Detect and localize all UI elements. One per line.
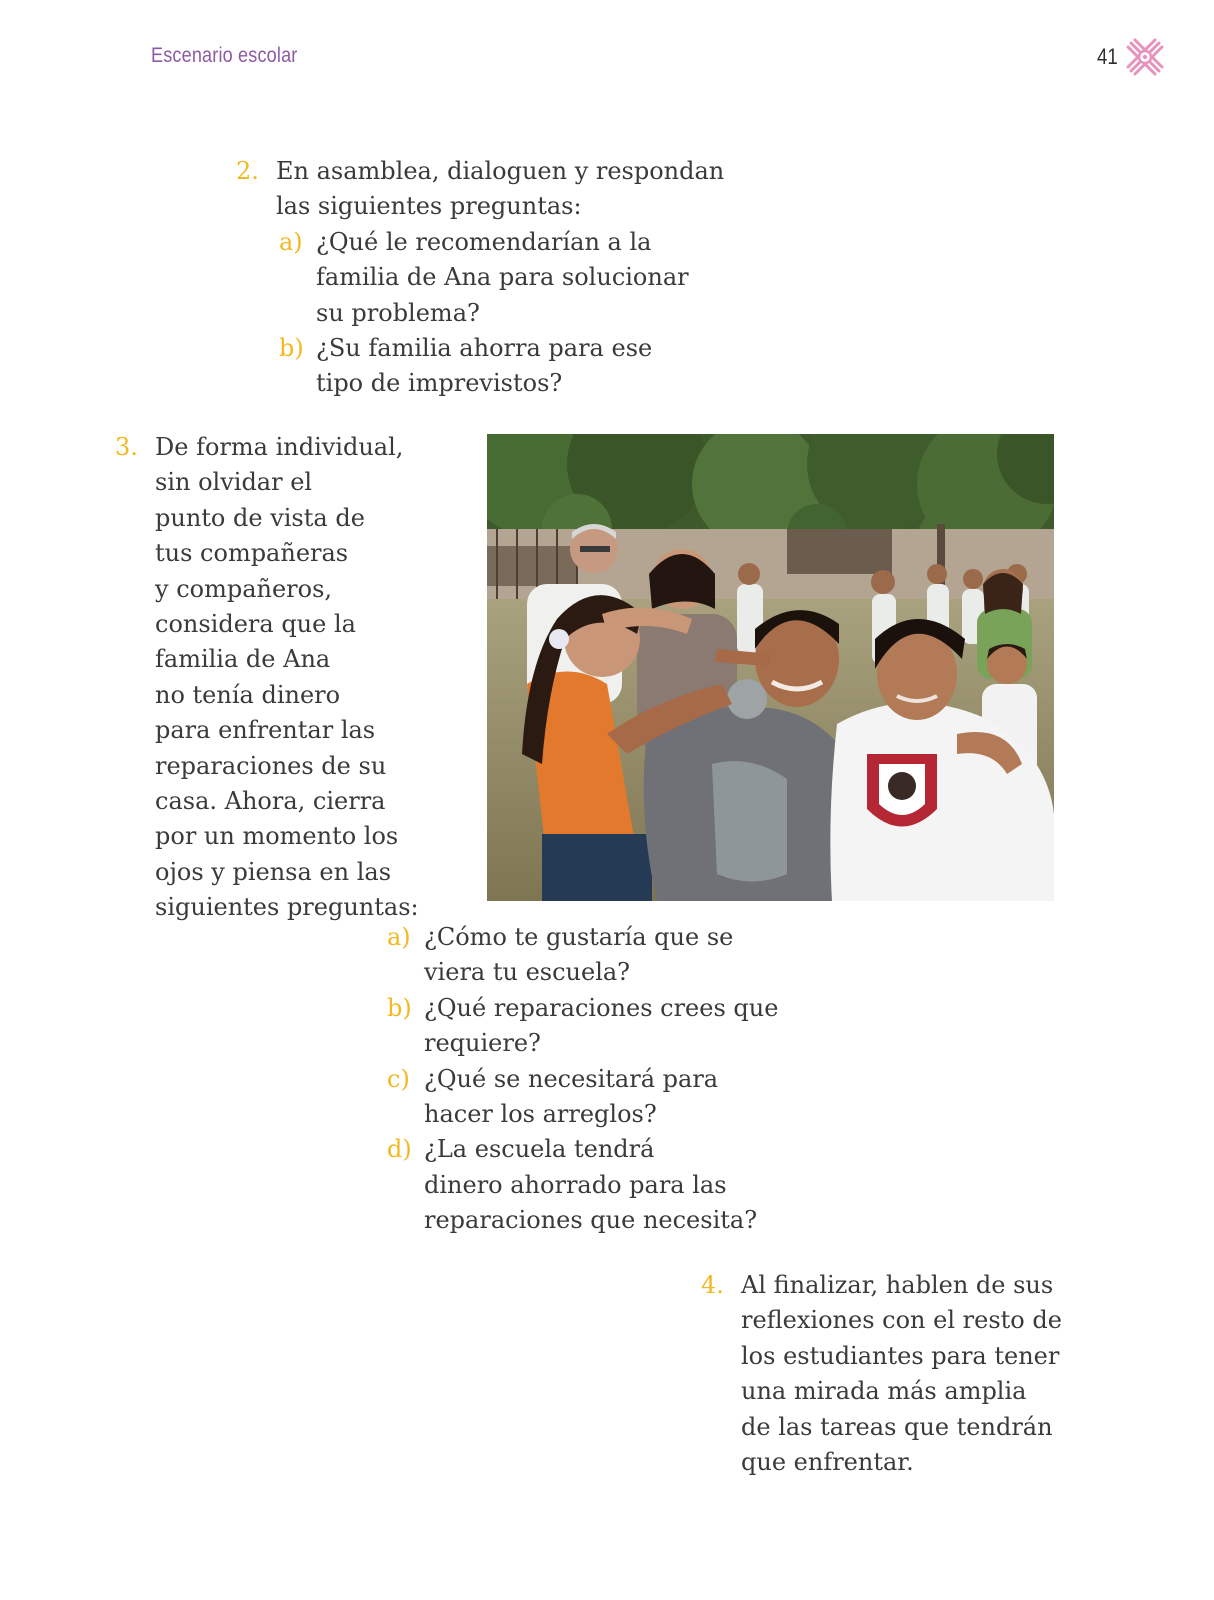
question-label: d) <box>387 1135 412 1164</box>
question-label: a) <box>387 923 411 951</box>
item-3-line: ojos y piensa en las <box>155 857 392 886</box>
page-number: 41 <box>1097 44 1118 69</box>
item-3-question-a <box>387 920 778 991</box>
item-3-line: siguientes preguntas: <box>155 893 419 922</box>
item-4-line: que enfrentar. <box>741 1448 914 1477</box>
question-label: b) <box>279 334 304 363</box>
item-3-line: por un momento los <box>155 822 399 851</box>
question-line: reparaciones que necesita? <box>424 1206 758 1235</box>
question-line: ¿La escuela tendrá <box>424 1135 655 1164</box>
item-2-question-a <box>279 225 764 331</box>
item-3 <box>115 430 419 926</box>
question-line: dinero ahorrado para las <box>424 1170 727 1199</box>
item-2-line: las siguientes preguntas: <box>276 192 582 221</box>
item-4-line: una mirada más amplia <box>741 1377 1027 1406</box>
item-4-line: Al finalizar, hablen de sus <box>741 1271 1054 1299</box>
item-3-questions <box>387 920 779 1239</box>
item-3-number: 3. <box>115 433 138 461</box>
question-line: tipo de imprevistos? <box>316 369 563 398</box>
photo-schoolchildren <box>487 434 1054 901</box>
item-3-line: no tenía dinero <box>155 680 341 709</box>
question-line: ¿Su familia ahorra para ese <box>316 334 653 363</box>
item-3-question-d <box>387 1132 778 1238</box>
item-2-number: 2. <box>236 157 259 185</box>
question-label: b) <box>387 993 412 1022</box>
question-line: ¿Qué le recomendarían a la <box>316 227 652 256</box>
item-3-line: punto de vista de <box>155 503 365 532</box>
item-3-question-c <box>387 1062 778 1133</box>
item-4-line: de las tareas que tendrán <box>741 1412 1053 1441</box>
question-line: familia de Ana para solucionar <box>316 263 689 292</box>
question-line: viera tu escuela? <box>424 958 631 987</box>
item-2-question-b <box>279 331 764 402</box>
question-line: hacer los arreglos? <box>424 1100 657 1129</box>
question-line: ¿Cómo te gustaría que se <box>424 923 734 951</box>
item-4 <box>701 1268 1062 1480</box>
item-2-line: En asamblea, dialoguen y respondan <box>276 157 725 185</box>
item-3-line: casa. Ahora, cierra <box>155 787 386 816</box>
item-3-line: familia de Ana <box>155 645 331 674</box>
item-4-number: 4. <box>701 1271 724 1299</box>
item-3-line: De forma individual, <box>155 433 404 461</box>
item-3-question-b <box>387 991 779 1062</box>
question-line: ¿Qué se necesitará para <box>424 1064 719 1093</box>
photo-illustration <box>487 434 1054 901</box>
question-line: su problema? <box>316 298 480 327</box>
item-4-line: los estudiantes para tener <box>741 1341 1060 1370</box>
item-3-line: y compañeros, <box>155 574 333 603</box>
item-3-line: considera que la <box>155 610 356 639</box>
item-3-line: reparaciones de su <box>155 751 387 780</box>
question-label: a) <box>279 227 303 256</box>
question-line: ¿Qué reparaciones crees que <box>424 993 779 1022</box>
woven-star-ornament-icon <box>1125 37 1165 77</box>
item-3-line: para enfrentar las <box>155 716 376 745</box>
item-4-line: reflexiones con el resto de <box>741 1306 1062 1335</box>
item-3-line: tus compañeras <box>155 539 349 568</box>
question-line: requiere? <box>424 1029 541 1058</box>
item-2 <box>236 154 725 402</box>
item-3-line: sin olvidar el <box>155 468 313 497</box>
header-section-title: Escenario escolar <box>151 44 298 67</box>
question-label: c) <box>387 1064 410 1093</box>
